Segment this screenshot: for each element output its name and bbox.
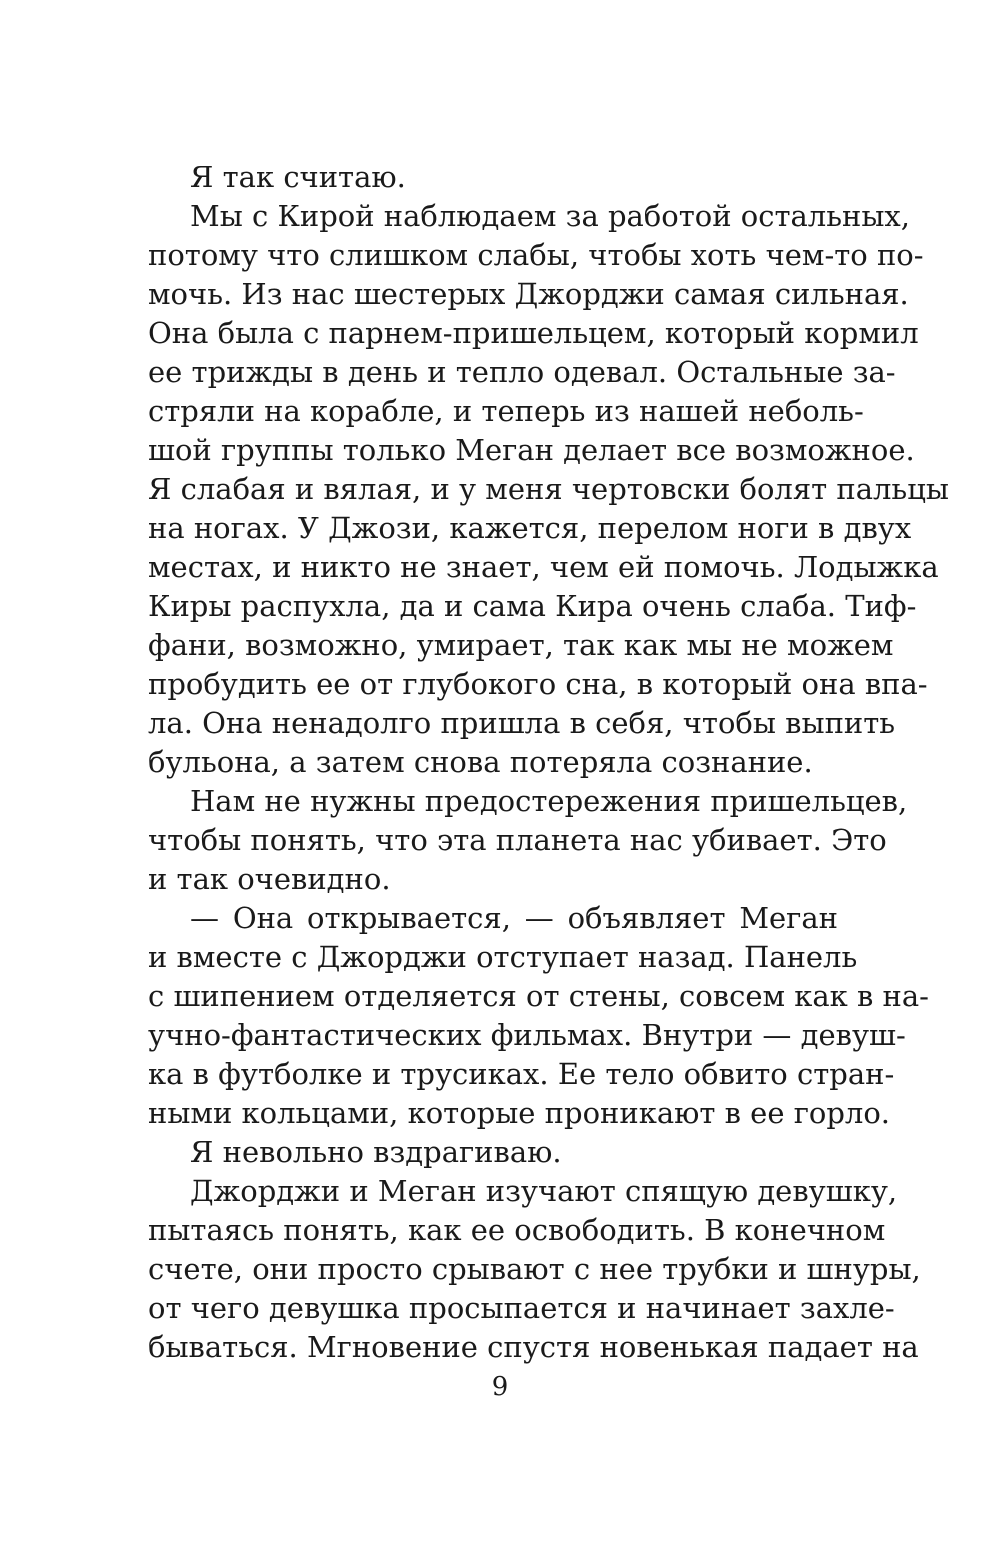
text-line: ными кольцами, которые проникают в ее горло. — [148, 1096, 891, 1130]
text-line: бываться. Мгновение спустя новенькая падает на — [148, 1330, 919, 1364]
text-line: пытаясь понять, как ее освободить. В конечном — [148, 1213, 886, 1247]
page-number: 9 — [491, 1372, 509, 1402]
text-line: Я слабая и вялая, и у меня чертовски болят пальцы — [148, 472, 949, 506]
text-line: и вместе с Джорджи отступает назад. Панель — [148, 940, 858, 974]
text-line: учно-фантастических фильмах. Внутри — девуш- — [148, 1018, 906, 1052]
text-line: потому что слишком слабы, чтобы хоть чем-то по- — [148, 238, 924, 272]
text-line: чтобы понять, что эта планета нас убивает. Это — [148, 823, 887, 857]
text-line: фани, возможно, умирает, так как мы не можем — [148, 628, 894, 662]
text-line: Я так считаю. — [190, 160, 406, 194]
text-line: с шипением отделяется от стены, совсем как в на- — [148, 979, 929, 1013]
text-line: — Она открывается, — объявляет Меган — [190, 901, 838, 935]
text-line: Киры распухла, да и сама Кира очень слаба. Тиф- — [148, 589, 917, 623]
text-line: мочь. Из нас шестерых Джорджи самая сильная. — [148, 277, 909, 311]
text-line: Джорджи и Меган изучают спящую девушку, — [190, 1174, 898, 1208]
text-line: счете, они просто срывают с нее трубки и шнуры, — [148, 1252, 921, 1286]
text-line: Мы с Кирой наблюдаем за работой остальных, — [190, 199, 911, 233]
text-line: бульона, а затем снова потеряла сознание. — [148, 745, 813, 779]
text-line: шой группы только Меган делает все возможное. — [148, 433, 915, 467]
text-line: ла. Она ненадолго пришла в себя, чтобы выпить — [148, 706, 896, 740]
text-line: на ногах. У Джози, кажется, перелом ноги в двух — [148, 511, 912, 545]
text-line: ее трижды в день и тепло одевал. Остальные за- — [148, 355, 896, 389]
text-line: от чего девушка просыпается и начинает захле- — [148, 1291, 895, 1325]
text-line: местах, и никто не знает, чем ей помочь. Лодыжка — [148, 550, 939, 584]
text-line: ка в футболке и трусиках. Ее тело обвито стран- — [148, 1057, 895, 1091]
text-line: и так очевидно. — [148, 862, 391, 896]
text-line: стряли на корабле, и теперь из нашей неболь- — [148, 394, 864, 428]
text-line: Она была с парнем-пришельцем, который кормил — [148, 316, 919, 350]
page-body-text — [148, 158, 949, 1367]
text-line: Я невольно вздрагиваю. — [190, 1135, 562, 1169]
text-line: Нам не нужны предостережения пришельцев, — [190, 784, 908, 818]
text-line: пробудить ее от глубокого сна, в который она впа- — [148, 667, 928, 701]
